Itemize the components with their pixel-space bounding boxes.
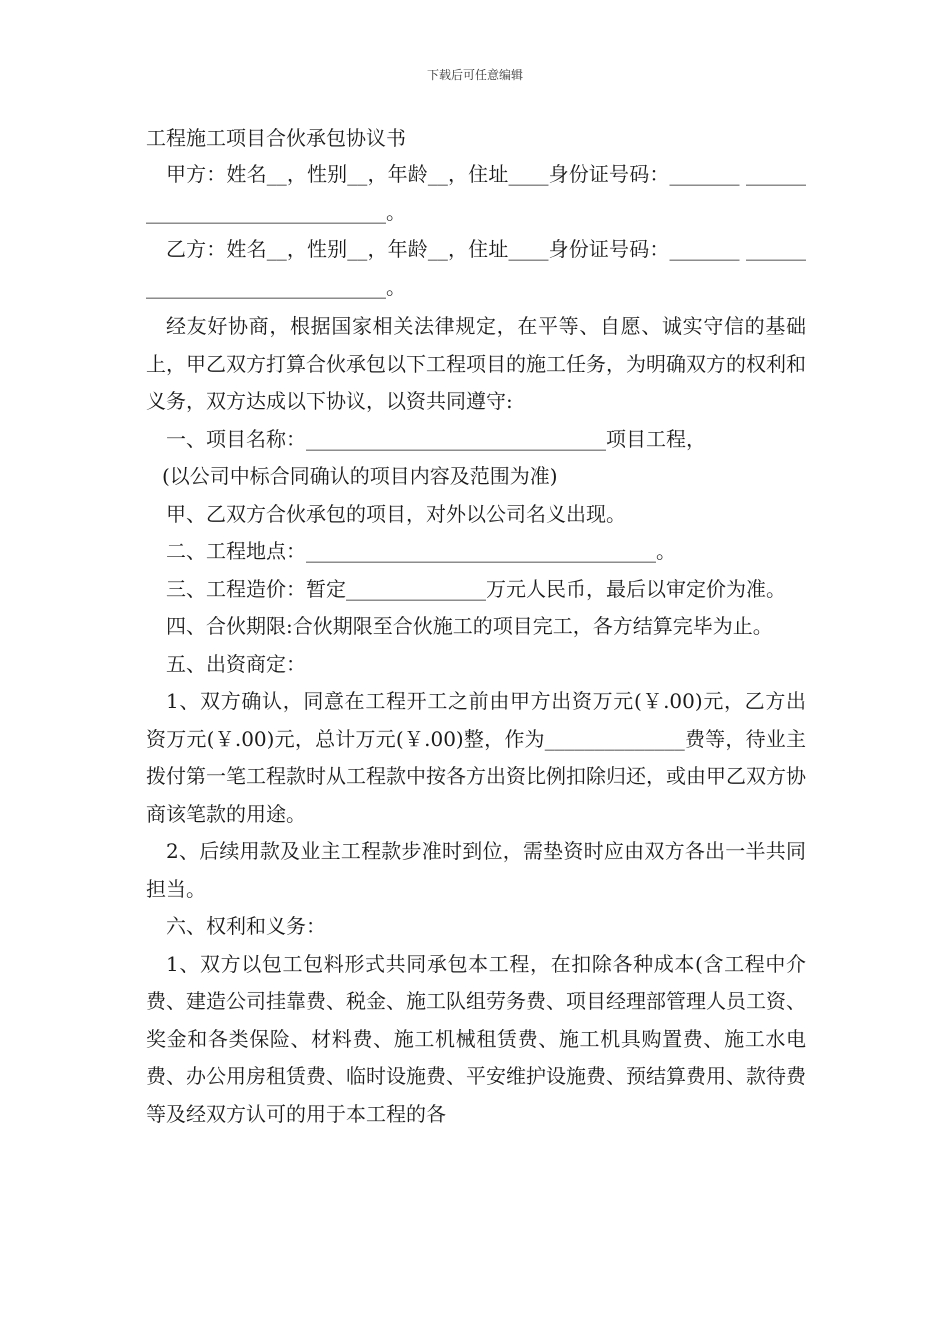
clause-partnership-term: 四、合伙期限:合伙期限至合伙施工的项目完工，各方结算完毕为止。 bbox=[166, 614, 773, 638]
clause-capital-item-1: 1、双方确认，同意在工程开工之前由甲方出资万元(￥.00)元，乙方出资万元(￥.00)元，总计万元(￥.00)整，作为______________费等，待业主拨付第一笔工程款时从工程款中按各方出资比例扣除归还，或由甲乙双方协商该笔款的用途。 bbox=[146, 689, 806, 826]
clause-project-name: 一、项目名称：______________________________项目工程， bbox=[166, 426, 706, 451]
party-a-paragraph: 甲方：姓名__，性别__，年龄__，住址____身份证号码：_______ ______________________________。 bbox=[146, 162, 806, 224]
document-body bbox=[146, 120, 806, 1133]
document-title: 工程施工项目合伙承包协议书 bbox=[146, 126, 406, 150]
clause-project-cost: 三、工程造价：暂定______________万元人民币，最后以审定价为准。 bbox=[166, 576, 786, 601]
clause-capital-item-2: 2、后续用款及业主工程款步准时到位，需垫资时应由双方各出一半共同担当。 bbox=[146, 839, 806, 901]
clause-rights-item-1: 1、双方以包工包料形式共同承包本工程，在扣除各种成本(含工程中介费、建造公司挂靠费、税金、施工队组劳务费、项目经理部管理人员工资、奖金和各类保险、材料费、施工机械租赁费、施工机具购置费、施工水电费、办公用房租赁费、临时设施费、平安维护设施费、预结算费用、款待费等及经双方认可的用于本工程的各 bbox=[146, 951, 806, 1126]
clause-project-scope-note: (以公司中标合同确认的项目内容及范围为准) bbox=[162, 464, 558, 488]
page-header-note: 下载后可任意编辑 bbox=[426, 68, 523, 82]
clause-project-location: 二、工程地点：___________________________________。 bbox=[166, 539, 676, 563]
party-b-paragraph: 乙方：姓名__，性别__，年龄__，住址____身份证号码：_______ ______________________________。 bbox=[146, 237, 806, 299]
clause-capital-heading: 五、出资商定： bbox=[166, 651, 306, 676]
preamble-paragraph: 经友好协商，根据国家相关法律规定，在平等、自愿、诚实守信的基础上，甲乙双方打算合伙承包以下工程项目的施工任务，为明确双方的权利和义务，双方达成以下协议，以资共同遵守: bbox=[146, 314, 806, 413]
clause-rights-heading: 六、权利和义务： bbox=[166, 914, 326, 938]
clause-company-name-note: 甲、乙双方合伙承包的项目，对外以公司名义出现。 bbox=[166, 501, 626, 526]
